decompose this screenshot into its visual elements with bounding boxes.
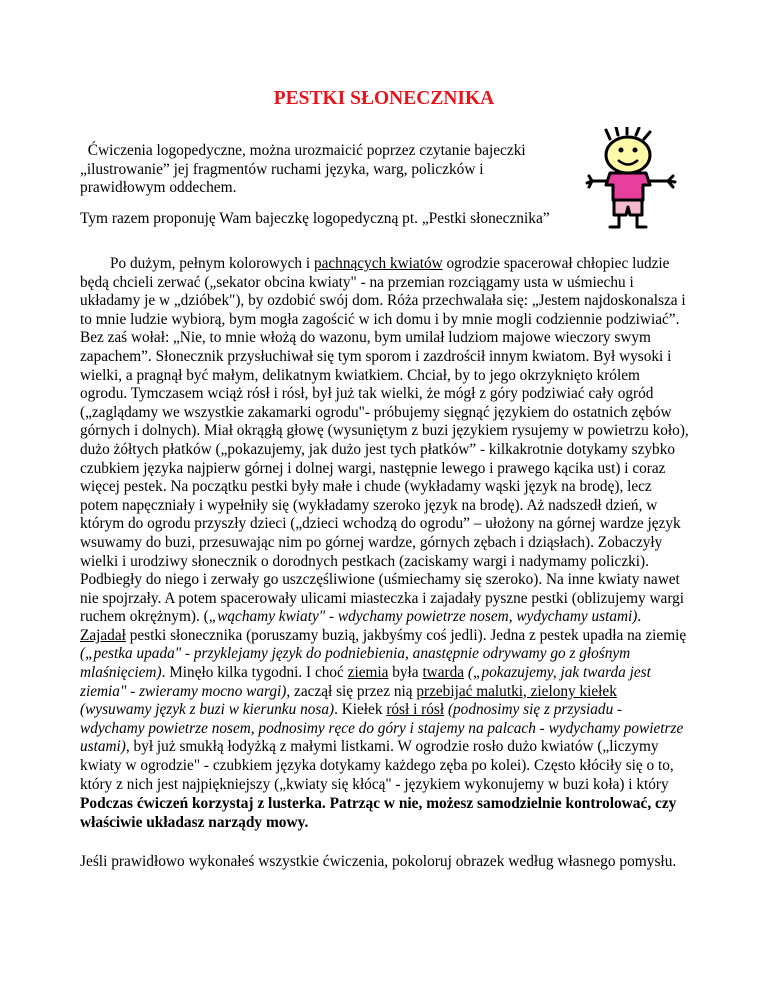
story-italic-4: (wysuwamy język z buzi w kierunku nosa) [80, 701, 335, 719]
story-text-5: . Minęło kilka tygodni. I choć [161, 664, 348, 682]
mirror-instruction: Podczas ćwiczeń korzystaj z lusterka. Patrząc w nie, możesz samodzielnie kontrolować, czy właściwie układasz narządy mowy. [80, 795, 677, 831]
story-italic-3: („pokazujemy, jak twarda jest ziemia" - zwieramy mocno wargi), [80, 664, 651, 700]
document-title: PESTKI SŁONECZNIKA [273, 88, 495, 109]
story-text-3: . [637, 608, 642, 626]
intro-paragraph-2: Tym razem proponuję Wam bajeczkę logopedyczną pt. „Pestki słonecznika” [80, 209, 550, 227]
story-paragraph [80, 255, 690, 794]
intro-section [80, 142, 570, 228]
story-underlined-6: rósł i rósł [386, 701, 445, 719]
cartoon-boy-icon [580, 127, 685, 237]
story-italic-2: („pestka upada" - przyklejamy język do podniebienia, anastępnie odrywamy go z głośnym mlaśnięciem) [80, 645, 631, 682]
intro-paragraph-1: Ćwiczenia logopedyczne, można urozmaicić poprzez czytanie bajeczki „ilustrowanie” jej fragmentów ruchami języka, warg, policzków i prawidłowym oddechem. [80, 142, 530, 197]
story-underlined-1: pachnących kwiatów [313, 255, 443, 272]
story-underlined-4: twarda [422, 664, 465, 682]
story-text-1: Po dużym, pełnym kolorowych i [110, 255, 314, 272]
story-text-2: ogrodzie spacerował chłopiec ludzie będą chcieli zerwać („sekator obcina kwiaty" - na przemian rozciągamy usta w uśmiechu i układamy je w „dzióbek"), by ozdobić swój dom. Róża przechwalała się: „Jestem najdoskonalsza i to mnie ludzie wybiorą, bym mogła zagościć w ich domu i by mnie mogli codziennie podziwiać”. Bez zaś wołał: „Nie, to mnie włożą do wazonu, bym umilał ludziom majowe wieczory swym zapachem”. Słonecznik przysłuchiwał się tym sporom i zazdrościł innym kwiatom. Był wysoki i wielki, a pragnął być małym, delikatnym kwiatkiem. Chciał, by to jego okrzyknięto królem ogrodu. Tymczasem wciąż rósł i rósł, był już tak wielki, że mógł z góry podziwiać cały ogród („zaglądamy we wszystkie zakamarki ogrodu"- próbujemy sięgnąć językiem do ostatnich zębów górnych i dolnych). Miał okrągłą głowę (wysuniętym z buzi językiem rysujemy w powietrzu koło), dużo żółtych płatków („pokazujemy, jak dużo jest tych płatków” - kilkakrotnie dotykamy szybko czubkiem języka najpierw górnej i dolnej wargi, następnie lewego i prawego kącika ust) i coraz więcej pestek. Na początku pestki były małe i chude (wykładamy wąski język na brodę), lecz potem napęczniały i wypełniły się (wykładamy szeroko język na brodę). Aż nadszedł dzień, w którym do ogrodu przyszły dzieci („dzieci wchodzą do ogrodu” – ułożony na górnej wardze język wsuwamy do buzi, przesuwając nim po górnej wardze, górnych zębach i dziąsłach). Zobaczyły wielki i urodziwy słonecznik o dorodnych pestkach (zaciskamy wargi i nadymamy policzki). Podbiegły do niego i zerwały go uszczęśliwione (uśmiechamy się szeroko). Na inne kwiaty nawet nie spojrzały. A potem spacerowały ulicami miasteczka i zajadały pyszne pestki (oblizujemy wargi ruchem okrężnym). ( [80, 255, 689, 626]
story-text-12: , był już smukłą łodyżką z małymi listkami. W ogrodzie rosło dużo kwiatów („liczymy kwiaty w ogrodzie" - czubkiem języka dotykamy każdego zęba po kolei). Często kłóciły się o to, który z nich jest najpiękniejszy („kwiaty się kłócą" - językiem wykonujemy w buzi koła) i który [80, 738, 674, 793]
story-italic-1: „wąchamy kwiaty" - wdychamy powietrze nosem, wydychamy ustami) [208, 608, 638, 626]
story-underlined-2: Zajadał [80, 626, 126, 644]
story-text-6: była [388, 664, 423, 682]
story-underlined-5: przebijać malutki, zielony kiełek [416, 682, 617, 700]
story-text [80, 255, 690, 794]
story-underlined-3: ziemia [347, 664, 389, 682]
coloring-instruction: Jeśli prawidłowo wykonałeś wszystkie ćwiczenia, pokoloruj obrazek według własnego pomysłu. [80, 853, 677, 870]
story-text-8: zaczął się przez nią [290, 682, 417, 700]
story-italic-5: (podnosimy się z przysiadu - wdychamy powietrze nosem, podnosimy ręce do góry i stajemy na palcach - wydychamy powietrze ustami) [80, 701, 684, 756]
story-text-10: . Kiełek [334, 701, 387, 719]
story-text-4: pestki słonecznika (poruszamy buzią, jakbyśmy coś jedli). Jedna z pestek upadła na ziemię [125, 626, 687, 644]
